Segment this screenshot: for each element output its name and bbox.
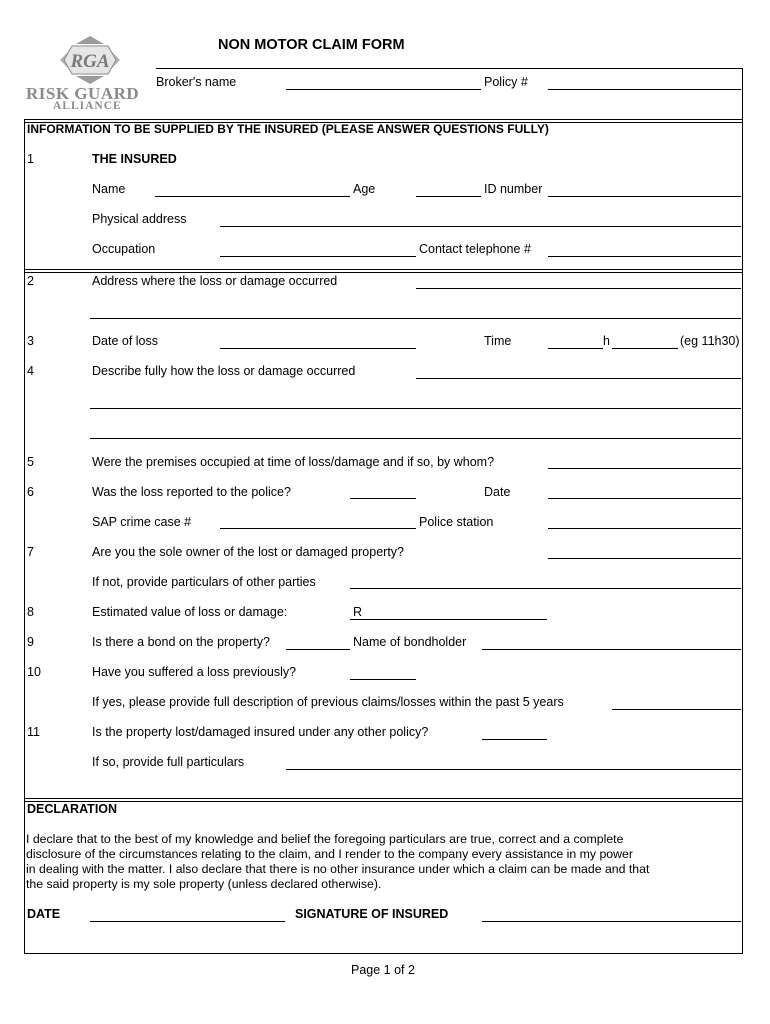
- declaration-line-1: I declare that to the best of my knowledge and belief the foregoing particulars are true, correct and a complete: [26, 832, 624, 846]
- date-label: DATE: [27, 907, 61, 921]
- section-divider-q1: [24, 269, 743, 273]
- section-divider-declaration: [24, 798, 743, 802]
- loss-address-field-1[interactable]: [416, 288, 741, 289]
- bondholder-field[interactable]: [482, 649, 741, 650]
- currency-symbol: R: [353, 605, 363, 619]
- signature-label: SIGNATURE OF INSURED: [295, 907, 449, 921]
- police-station-field[interactable]: [548, 528, 741, 529]
- logo-emblem: [24, 34, 156, 86]
- q1-number: 1: [27, 152, 34, 166]
- previous-loss-label: Have you suffered a loss previously?: [92, 665, 297, 679]
- form-border-right: [742, 120, 743, 954]
- sole-owner-field[interactable]: [548, 558, 741, 559]
- policy-number-field[interactable]: [548, 89, 741, 90]
- name-label: Name: [92, 182, 126, 196]
- bond-label: Is there a bond on the property?: [92, 635, 270, 649]
- sole-owner-label: Are you the sole owner of the lost or damaged property?: [92, 545, 404, 559]
- age-field[interactable]: [416, 196, 481, 197]
- physical-address-field[interactable]: [220, 226, 741, 227]
- occupation-label: Occupation: [92, 242, 156, 256]
- q11-number: 11: [27, 725, 40, 739]
- id-number-label: ID number: [484, 182, 543, 196]
- premises-occupied-field[interactable]: [548, 468, 741, 469]
- q4-number: 4: [27, 364, 34, 378]
- form-border-left: [24, 120, 25, 954]
- physical-address-label: Physical address: [92, 212, 187, 226]
- time-label: Time: [484, 334, 512, 348]
- report-date-label: Date: [484, 485, 511, 499]
- date-of-loss-label: Date of loss: [92, 334, 159, 348]
- premises-occupied-label: Were the premises occupied at time of loss/damage and if so, by whom?: [92, 455, 495, 469]
- q6-number: 6: [27, 485, 34, 499]
- q1-title: THE INSURED: [92, 152, 177, 166]
- previous-loss-field[interactable]: [350, 679, 416, 680]
- loss-description-field-3[interactable]: [90, 438, 741, 439]
- logo-text-alliance: ALLIANCE: [53, 100, 122, 112]
- q2-number: 2: [27, 274, 34, 288]
- logo-monogram: RGA: [70, 51, 110, 72]
- broker-label: Broker's name: [156, 75, 237, 89]
- time-minutes-field[interactable]: [612, 348, 678, 349]
- id-number-field[interactable]: [548, 196, 741, 197]
- form-border-bottom: [24, 953, 743, 954]
- declaration-line-2: disclosure of the circumstances relating to the claim, and I render to the company every assistance in my power: [26, 847, 633, 861]
- policy-label: Policy #: [484, 75, 528, 89]
- full-particulars-label: If so, provide full particulars: [92, 755, 245, 769]
- other-policy-label: Is the property lost/damaged insured under any other policy?: [92, 725, 429, 739]
- other-policy-field[interactable]: [482, 739, 547, 740]
- header-box-top: [156, 68, 743, 69]
- q5-number: 5: [27, 455, 34, 469]
- header-box-right: [742, 68, 743, 120]
- q7-number: 7: [27, 545, 34, 559]
- estimated-value-field[interactable]: [350, 619, 547, 620]
- report-date-field[interactable]: [548, 498, 741, 499]
- page-number: Page 1 of 2: [351, 963, 415, 977]
- q8-number: 8: [27, 605, 34, 619]
- time-example: (eg 11h30): [680, 334, 740, 348]
- time-h-label: h: [603, 334, 610, 348]
- loss-description-field-1[interactable]: [416, 378, 741, 379]
- police-station-label: Police station: [419, 515, 494, 529]
- declaration-line-3: in dealing with the matter. I also declare that there is no other insurance under which a claim can be made and that: [26, 862, 650, 876]
- estimated-value-label: Estimated value of loss or damage:: [92, 605, 288, 619]
- police-reported-field[interactable]: [350, 498, 416, 499]
- date-of-loss-field[interactable]: [220, 348, 416, 349]
- previous-claims-label: If yes, please provide full description of previous claims/losses within the past 5 years: [92, 695, 564, 709]
- sap-case-field[interactable]: [220, 528, 416, 529]
- logo-text-risk-guard: RISK GUARD: [26, 84, 140, 103]
- section-heading: INFORMATION TO BE SUPPLIED BY THE INSURED (PLEASE ANSWER QUESTIONS FULLY): [27, 122, 549, 136]
- q3-number: 3: [27, 334, 34, 348]
- declaration-date-field[interactable]: [90, 921, 285, 922]
- bondholder-label: Name of bondholder: [353, 635, 467, 649]
- police-reported-label: Was the loss reported to the police?: [92, 485, 291, 499]
- declaration-line-4: the said property is my sole property (unless declared otherwise).: [26, 877, 382, 891]
- q10-number: 10: [27, 665, 41, 679]
- sap-case-label: SAP crime case #: [92, 515, 192, 529]
- age-label: Age: [353, 182, 376, 196]
- declaration-heading: DECLARATION: [27, 802, 118, 816]
- q9-number: 9: [27, 635, 34, 649]
- contact-telephone-field[interactable]: [548, 256, 741, 257]
- broker-name-field[interactable]: [286, 89, 481, 90]
- contact-telephone-label: Contact telephone #: [419, 242, 531, 256]
- other-parties-label: If not, provide particulars of other parties: [92, 575, 316, 589]
- name-field[interactable]: [155, 196, 350, 197]
- full-particulars-field[interactable]: [286, 769, 741, 770]
- form-title: NON MOTOR CLAIM FORM: [218, 37, 405, 53]
- loss-address-label: Address where the loss or damage occurred: [92, 274, 338, 288]
- loss-description-field-2[interactable]: [90, 408, 741, 409]
- loss-description-label: Describe fully how the loss or damage occurred: [92, 364, 356, 378]
- loss-address-field-2[interactable]: [90, 318, 741, 319]
- bond-field[interactable]: [286, 649, 350, 650]
- signature-field[interactable]: [482, 921, 741, 922]
- occupation-field[interactable]: [220, 256, 416, 257]
- other-parties-field[interactable]: [350, 588, 741, 589]
- time-hours-field[interactable]: [548, 348, 603, 349]
- previous-claims-field[interactable]: [612, 709, 741, 710]
- company-logo: [24, 34, 156, 112]
